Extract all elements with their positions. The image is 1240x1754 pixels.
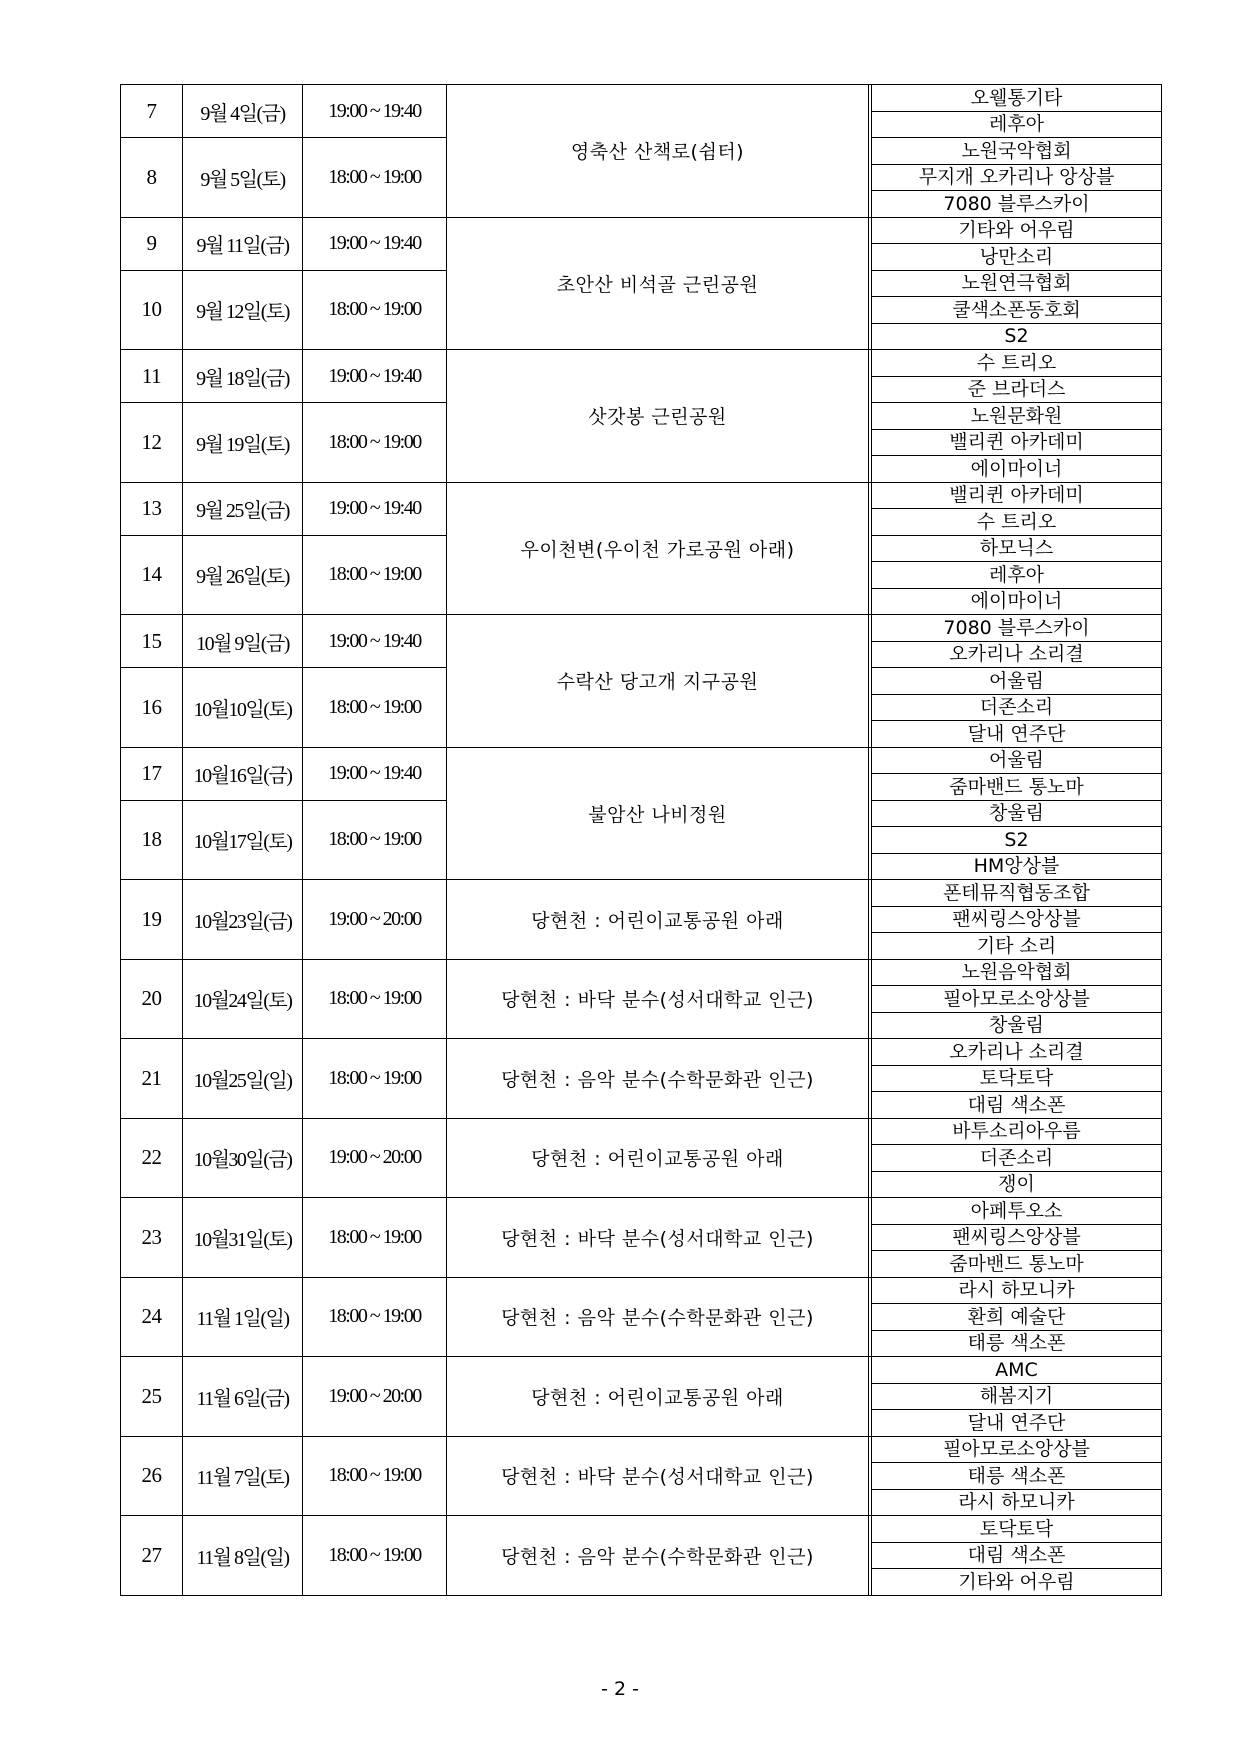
- performer-name: 더존소리: [872, 694, 1162, 721]
- performer-name: HM앙상블: [872, 853, 1162, 880]
- event-number: 10: [121, 270, 183, 350]
- event-number: 25: [121, 1357, 183, 1437]
- table-row: [121, 1516, 1162, 1543]
- event-date: 10월 9일(금): [183, 615, 303, 668]
- event-number: 26: [121, 1436, 183, 1516]
- performer-name: 노원문화원: [872, 403, 1162, 430]
- event-location: 당현천 : 바닥 분수(성서대학교 인근): [447, 959, 869, 1039]
- event-number: 23: [121, 1198, 183, 1278]
- event-number: 19: [121, 880, 183, 960]
- event-time: 19:00 ~ 19:40: [303, 482, 447, 535]
- event-date: 10월23일(금): [183, 880, 303, 960]
- event-number: 20: [121, 959, 183, 1039]
- event-date: 9월 18일(금): [183, 350, 303, 403]
- event-date: 9월 5일(토): [183, 138, 303, 218]
- event-time: 18:00 ~ 19:00: [303, 403, 447, 483]
- event-time: 19:00 ~ 20:00: [303, 880, 447, 960]
- event-number: 8: [121, 138, 183, 218]
- performer-name: 팬씨링스앙상블: [872, 1224, 1162, 1251]
- event-time: 19:00 ~ 19:40: [303, 217, 447, 270]
- table-row: [121, 217, 1162, 244]
- event-location: 당현천 : 바닥 분수(성서대학교 인근): [447, 1436, 869, 1516]
- event-time: 18:00 ~ 19:00: [303, 668, 447, 748]
- performer-name: 달내 연주단: [872, 1410, 1162, 1437]
- event-number: 18: [121, 800, 183, 880]
- table-row: [121, 747, 1162, 774]
- event-location: 초안산 비석골 근린공원: [447, 217, 869, 350]
- event-number: 7: [121, 85, 183, 138]
- event-date: 10월10일(토): [183, 668, 303, 748]
- event-location: 삿갓봉 근린공원: [447, 350, 869, 483]
- event-number: 24: [121, 1277, 183, 1357]
- performer-name: 창울림: [872, 1012, 1162, 1039]
- performer-name: 태릉 색소폰: [872, 1463, 1162, 1490]
- event-date: 11월 8일(일): [183, 1516, 303, 1596]
- event-date: 11월 7일(토): [183, 1436, 303, 1516]
- event-date: 9월 19일(토): [183, 403, 303, 483]
- event-location: 불암산 나비정원: [447, 747, 869, 880]
- performer-name: 수 트리오: [872, 350, 1162, 377]
- performer-name: 노원연극협회: [872, 270, 1162, 297]
- event-location: 당현천 : 어린이교통공원 아래: [447, 880, 869, 960]
- event-time: 18:00 ~ 19:00: [303, 535, 447, 615]
- event-date: 10월16일(금): [183, 747, 303, 800]
- table-row: [121, 482, 1162, 509]
- performer-name: 대림 색소폰: [872, 1092, 1162, 1119]
- performer-name: 하모닉스: [872, 535, 1162, 562]
- event-number: 15: [121, 615, 183, 668]
- performer-name: 달내 연주단: [872, 721, 1162, 748]
- performer-name: 줌마밴드 통노마: [872, 1251, 1162, 1278]
- event-date: 9월 11일(금): [183, 217, 303, 270]
- event-location: 당현천 : 음악 분수(수학문화관 인근): [447, 1277, 869, 1357]
- event-date: 9월 4일(금): [183, 85, 303, 138]
- event-time: 19:00 ~ 20:00: [303, 1118, 447, 1198]
- performer-name: S2: [872, 827, 1162, 854]
- event-number: 12: [121, 403, 183, 483]
- event-time: 18:00 ~ 19:00: [303, 1277, 447, 1357]
- event-number: 11: [121, 350, 183, 403]
- schedule-body: [121, 85, 1162, 1596]
- performer-name: 레후아: [872, 111, 1162, 138]
- event-location: 당현천 : 음악 분수(수학문화관 인근): [447, 1039, 869, 1119]
- performer-name: 준 브라더스: [872, 376, 1162, 403]
- performer-name: 오카리나 소리결: [872, 641, 1162, 668]
- event-number: 9: [121, 217, 183, 270]
- event-date: 11월 6일(금): [183, 1357, 303, 1437]
- performer-name: 줌마밴드 통노마: [872, 774, 1162, 801]
- performer-name: 환희 예술단: [872, 1304, 1162, 1331]
- performer-name: 태릉 색소폰: [872, 1330, 1162, 1357]
- table-row: [121, 1118, 1162, 1145]
- performer-name: 레후아: [872, 562, 1162, 589]
- performer-name: 노원국악협회: [872, 138, 1162, 165]
- performer-name: 낭만소리: [872, 244, 1162, 271]
- performer-name: 어울림: [872, 747, 1162, 774]
- performer-name: 기타와 어우림: [872, 217, 1162, 244]
- performer-name: 에이마이너: [872, 588, 1162, 615]
- event-date: 10월31일(토): [183, 1198, 303, 1278]
- performer-name: 에이마이너: [872, 456, 1162, 483]
- table-row: [121, 1277, 1162, 1304]
- performer-name: 밸리퀸 아카데미: [872, 429, 1162, 456]
- performer-name: 쿨색소폰동호회: [872, 297, 1162, 324]
- table-row: [121, 1039, 1162, 1066]
- table-row: [121, 1357, 1162, 1384]
- performer-name: 어울림: [872, 668, 1162, 695]
- event-date: 9월 26일(토): [183, 535, 303, 615]
- table-row: [121, 615, 1162, 642]
- performer-name: 바투소리아우름: [872, 1118, 1162, 1145]
- performer-name: 라시 하모니카: [872, 1277, 1162, 1304]
- event-time: 18:00 ~ 19:00: [303, 1198, 447, 1278]
- performer-name: 라시 하모니카: [872, 1489, 1162, 1516]
- performance-schedule-table: [120, 84, 1162, 1596]
- performer-name: 대림 색소폰: [872, 1542, 1162, 1569]
- event-date: 9월 12일(토): [183, 270, 303, 350]
- event-date: 9월 25일(금): [183, 482, 303, 535]
- event-location: 당현천 : 바닥 분수(성서대학교 인근): [447, 1198, 869, 1278]
- performer-name: 쟁이: [872, 1171, 1162, 1198]
- event-date: 10월17일(토): [183, 800, 303, 880]
- event-number: 22: [121, 1118, 183, 1198]
- event-number: 21: [121, 1039, 183, 1119]
- performer-name: 토닥토닥: [872, 1516, 1162, 1543]
- event-date: 10월24일(토): [183, 959, 303, 1039]
- event-number: 13: [121, 482, 183, 535]
- event-location: 우이천변(우이천 가로공원 아래): [447, 482, 869, 615]
- table-row: [121, 1436, 1162, 1463]
- performer-name: 수 트리오: [872, 509, 1162, 536]
- table-row: [121, 880, 1162, 907]
- event-time: 18:00 ~ 19:00: [303, 959, 447, 1039]
- performer-name: 토닥토닥: [872, 1065, 1162, 1092]
- performer-name: 팬씨링스앙상블: [872, 906, 1162, 933]
- event-time: 19:00 ~ 19:40: [303, 747, 447, 800]
- event-time: 19:00 ~ 20:00: [303, 1357, 447, 1437]
- table-row: [121, 85, 1162, 112]
- performer-name: 해봄지기: [872, 1383, 1162, 1410]
- event-date: 10월25일(일): [183, 1039, 303, 1119]
- performer-name: 노원음악협회: [872, 959, 1162, 986]
- event-time: 18:00 ~ 19:00: [303, 800, 447, 880]
- event-date: 11월 1일(일): [183, 1277, 303, 1357]
- event-date: 10월30일(금): [183, 1118, 303, 1198]
- performer-name: 필아모로소앙상블: [872, 986, 1162, 1013]
- performer-name: 필아모로소앙상블: [872, 1436, 1162, 1463]
- event-number: 27: [121, 1516, 183, 1596]
- performer-name: 폰테뮤직협동조합: [872, 880, 1162, 907]
- event-time: 18:00 ~ 19:00: [303, 270, 447, 350]
- event-location: 영축산 산책로(쉼터): [447, 85, 869, 218]
- performer-name: 더존소리: [872, 1145, 1162, 1172]
- performer-name: 7080 블루스카이: [872, 191, 1162, 218]
- performer-name: AMC: [872, 1357, 1162, 1384]
- event-location: 당현천 : 어린이교통공원 아래: [447, 1118, 869, 1198]
- event-number: 14: [121, 535, 183, 615]
- table-row: [121, 959, 1162, 986]
- event-time: 18:00 ~ 19:00: [303, 1039, 447, 1119]
- performer-name: 아페투오소: [872, 1198, 1162, 1225]
- performer-name: 무지개 오카리나 앙상블: [872, 164, 1162, 191]
- performer-name: 창울림: [872, 800, 1162, 827]
- event-location: 수락산 당고개 지구공원: [447, 615, 869, 748]
- table-row: [121, 1198, 1162, 1225]
- event-time: 18:00 ~ 19:00: [303, 138, 447, 218]
- performer-name: 오카리나 소리결: [872, 1039, 1162, 1066]
- event-time: 19:00 ~ 19:40: [303, 615, 447, 668]
- event-time: 19:00 ~ 19:40: [303, 350, 447, 403]
- performer-name: 기타와 어우림: [872, 1569, 1162, 1596]
- event-time: 18:00 ~ 19:00: [303, 1516, 447, 1596]
- performer-name: 오웰통기타: [872, 85, 1162, 112]
- event-location: 당현천 : 어린이교통공원 아래: [447, 1357, 869, 1437]
- table-row: [121, 350, 1162, 377]
- page-number: - 2 -: [601, 1678, 639, 1700]
- event-location: 당현천 : 음악 분수(수학문화관 인근): [447, 1516, 869, 1596]
- performer-name: 밸리퀸 아카데미: [872, 482, 1162, 509]
- event-time: 19:00 ~ 19:40: [303, 85, 447, 138]
- performer-name: 7080 블루스카이: [872, 615, 1162, 642]
- performer-name: 기타 소리: [872, 933, 1162, 960]
- event-number: 16: [121, 668, 183, 748]
- event-number: 17: [121, 747, 183, 800]
- event-time: 18:00 ~ 19:00: [303, 1436, 447, 1516]
- performer-name: S2: [872, 323, 1162, 350]
